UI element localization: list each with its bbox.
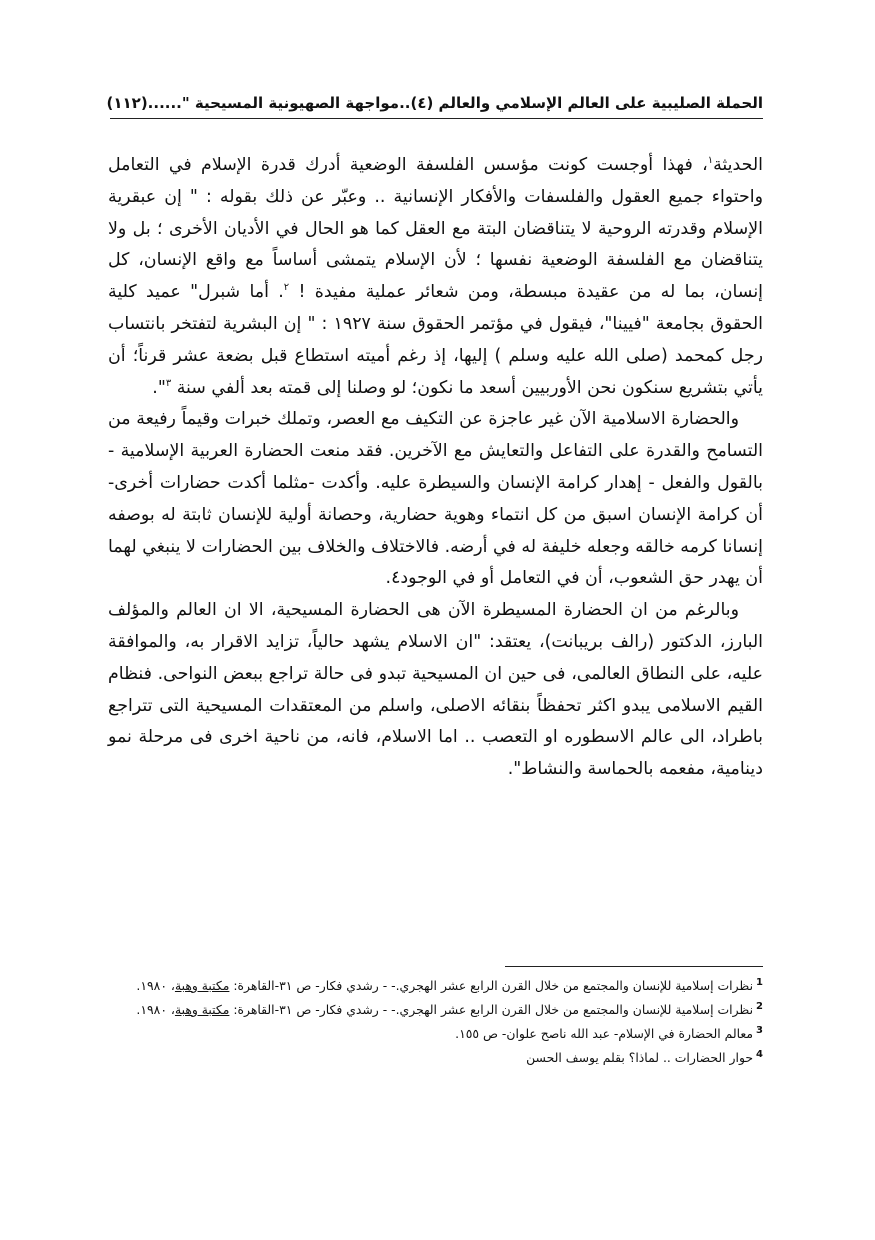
footnote-text: معالم الحضارة في الإسلام- عبد الله ناصح علوان- ص ١٥٥. <box>455 1026 754 1041</box>
header-title: الحملة الصليبية على العالم الإسلامي والعالم (٤)..مواجهة الصهيونية المسيحية "...... <box>147 94 763 112</box>
page-number: (١١٢) <box>106 94 148 112</box>
footnote-tail: ، ١٩٨٠. <box>136 978 175 993</box>
footnote-1 <box>108 976 763 996</box>
footnote-number: 4 <box>756 1048 763 1060</box>
footnote-2 <box>108 1000 763 1020</box>
paragraph-1 <box>108 150 763 404</box>
paragraph-1-start: الحديثة <box>713 155 763 175</box>
paragraph-1-text-2: . أما شبرل" عميد كلية الحقوق بجامعة "فيينا"، فيقول في مؤتمر الحقوق سنة ١٩٢٧ : " إن البشرية لتفتخر بانتساب رجل كمحمد (صلى الله عليه وسلم ) إليها، إذ رغم أميته استطاع قبل بضعة عشر قرناً؛ أن يأتي بتشريع سنكون نحن الأوربيين أسعد ما نكون؛ لو وصلنا إلى قمته بعد ألفي سنة <box>108 282 763 398</box>
footnote-ref-1: ١ <box>707 155 714 167</box>
paragraph-1-text: ، فهذا أوجست كونت مؤسس الفلسفة الوضعية أدرك قدرة الإسلام في التعامل واحتواء جميع العقول والفلسفات والأفكار الإنسانية .. وعبّر عن ذلك بقوله : " إن عبقرية الإسلام وقدرته الروحية لا يتناقضان البتة مع العقل كما هو الحال في الأديان الأخرى ؛ بل ولا يتناقضان مع الفلسفة الوضعية نفسها ؛ لأن الإسلام يتمشى أساساً مع واقع الإنسان، كل إنسان، بما له من عقيدة مبسطة، ومن شعائر عملية مفيدة ! <box>108 155 763 303</box>
footnote-text: نظرات إسلامية للإنسان والمجتمع من خلال القرن الرابع عشر الهجري.- - رشدي فكار- ص ٣١-القاهرة: <box>229 978 754 993</box>
footnotes <box>108 976 763 1072</box>
footnote-number: 1 <box>756 976 763 988</box>
footnote-ref-3: ٣ <box>165 377 172 389</box>
footnote-4 <box>108 1048 763 1068</box>
paragraph-1-text-3: ". <box>152 377 166 398</box>
footnote-text: نظرات إسلامية للإنسان والمجتمع من خلال القرن الرابع عشر الهجري.- - رشدي فكار- ص ٣١-القاهرة: <box>229 1002 754 1017</box>
paragraph-3: وبالرغم من ان الحضارة المسيطرة الآن هى الحضارة المسيحية، الا ان العالم والمؤلف البارز، الدكتور (رالف بريبانت)، يعتقد: "ان الاسلام يشهد حالياً، تزايد الاقرار به، والموافقة عليه، على النطاق العالمى، فى حين ان المسيحية تبدو فى حالة تراجع ببعض النواحى. فنظام القيم الاسلامى يبدو اكثر تحفظاً بنقائه الاصلى، واسلم من المعتقدات المسيحية التى تتراجع باطراد، الى عالم الاسطوره او التعصب .. اما الاسلام، فانه، من ناحية اخرى فى مرحلة نمو دينامية، مفعمه بالحماسة والنشاط". <box>108 600 763 780</box>
footnote-text: حوار الحضارات .. لماذا؟ بقلم يوسف الحسن <box>526 1050 754 1065</box>
body-text <box>108 150 763 786</box>
footnote-3 <box>108 1024 763 1044</box>
footnote-number: 3 <box>756 1024 763 1036</box>
footnote-publisher: مكتبة وهبة <box>174 978 230 993</box>
footnote-publisher: مكتبة وهبة <box>174 1002 230 1017</box>
paragraph-2: والحضارة الاسلامية الآن غير عاجزة عن التكيف مع العصر، وتملك خبرات وقيماً رفيعة من التسامح والقدرة على التفاعل والتعايش مع الآخرين. فقد منعت الحضارة العربية الإسلامية - بالقول والفعل - إهدار كرامة الإنسان والسيطرة عليه. وأكدت -مثلما أكدت حضارات أخرى- أن كرامة الإنسان اسبق من كل انتماء وهوية حضارية، وحصانة أولية للإنسان ثابتة له بوصفه إنسانا كرمه خالقه وجعله خليفة له في أرضه. فالاختلاف والخلاف بين الحضارات لا ينبغي لهما أن يهدر حق الشعوب، أن في التعامل أو في الوجود٤. <box>108 409 763 589</box>
footnote-number: 2 <box>756 1000 763 1012</box>
footnote-ref-2: ٢ <box>283 282 290 294</box>
footnote-separator <box>505 966 763 967</box>
footnote-tail: ، ١٩٨٠. <box>136 1002 175 1017</box>
running-header <box>106 88 763 119</box>
